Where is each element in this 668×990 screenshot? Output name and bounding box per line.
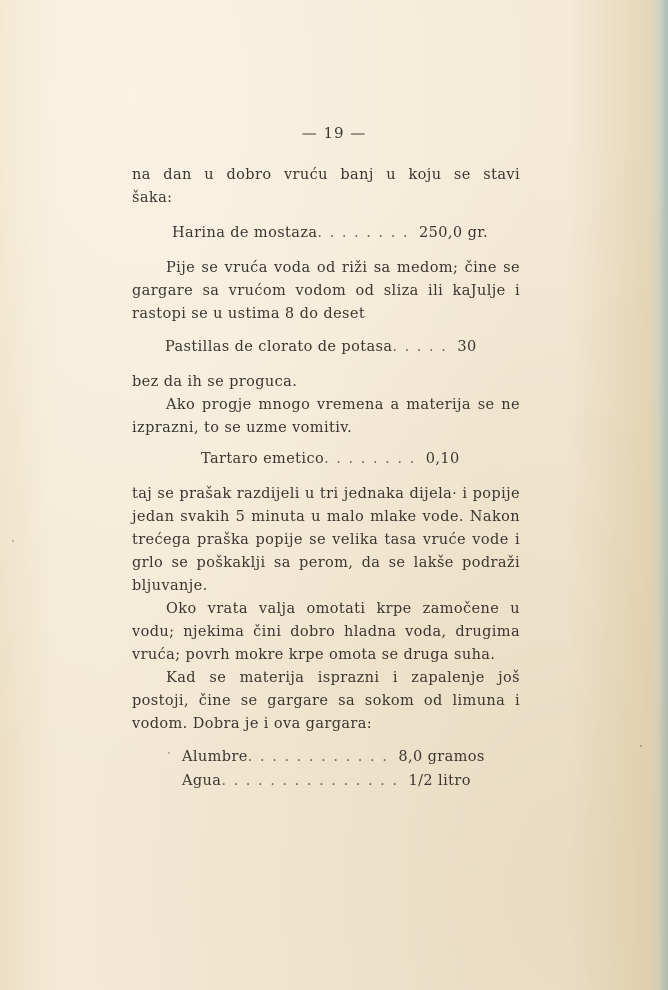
ingredient-name: Alumbre <box>182 749 248 765</box>
leader-dots: . . . . . . . . . . . . <box>247 749 389 765</box>
recipe-row <box>182 749 485 765</box>
paper-speck <box>12 540 14 542</box>
ingredient-amount: 1/2 litro <box>408 773 471 789</box>
ingredient-amount: 250,0 gr. <box>419 225 488 241</box>
paper-speck <box>640 745 642 747</box>
paragraph-text: Kad se materija isprazni i zapalenje još postoji, čine se gargare sa sokom od limuna i vodom. Dobra je i ova gargara: <box>132 670 520 732</box>
formula-line <box>165 339 477 355</box>
paragraph-text: Ako progje mnogo vremena a materija se ne izprazni, to se uzme vomitiv. <box>132 397 520 436</box>
ingredient-name: Tartaro emetico <box>201 451 325 467</box>
paragraph-text: Pije se vruća voda od riži sa medom; čine se gargare sa vrućom vodom od sliza ili kaJulje i rastopi se u ustima 8 do deset <box>132 260 520 322</box>
ingredient-name: Agua <box>182 773 222 789</box>
ingredient-name: Pastillas de clorato de potasa <box>165 339 393 355</box>
paragraph-text: Oko vrata valja omotati krpe zamočene u vodu; njekima čini dobro hladna voda, drugima vruća; povrh mokre krpe omota se druga suha. <box>132 601 520 663</box>
recipe-row <box>182 773 471 789</box>
leader-dots: . . . . . <box>392 339 448 355</box>
text-line: šaka: <box>132 190 173 206</box>
paragraph-text: bez da ih se proguca. <box>132 374 298 390</box>
page-edge-shadow <box>658 0 668 990</box>
text-line: na dan u dobro vruću banj u koju se stavi <box>132 167 520 183</box>
leader-dots: . . . . . . . . <box>324 451 416 467</box>
ingredient-amount: 0,10 <box>425 451 460 467</box>
leader-dots: . . . . . . . . <box>317 225 410 241</box>
paragraph-group <box>132 483 520 736</box>
paragraph-text: taj se prašak razdijeli u tri jednaka dijela· i popije jedan svakih 5 minuta u malo mlake vode. Nakon trećega praška popije se velika tasa vruće vode i grlo se poškaklji sa perom, da se lakše podraži bljuvanje. <box>132 486 520 594</box>
paragraph-continuation <box>132 164 520 210</box>
ingredient-amount: 30 <box>457 339 477 355</box>
paper-speck <box>168 752 170 754</box>
formula-line <box>172 225 488 241</box>
ingredient-name: Harina de mostaza <box>172 225 318 241</box>
paragraph <box>132 257 520 326</box>
formula-line <box>201 451 460 467</box>
page-number: — 19 — <box>301 124 367 142</box>
paragraph-group <box>132 371 520 440</box>
ingredient-amount: 8,0 gramos <box>398 749 485 765</box>
leader-dots: . . . . . . . . . . . . . . . <box>221 773 399 789</box>
